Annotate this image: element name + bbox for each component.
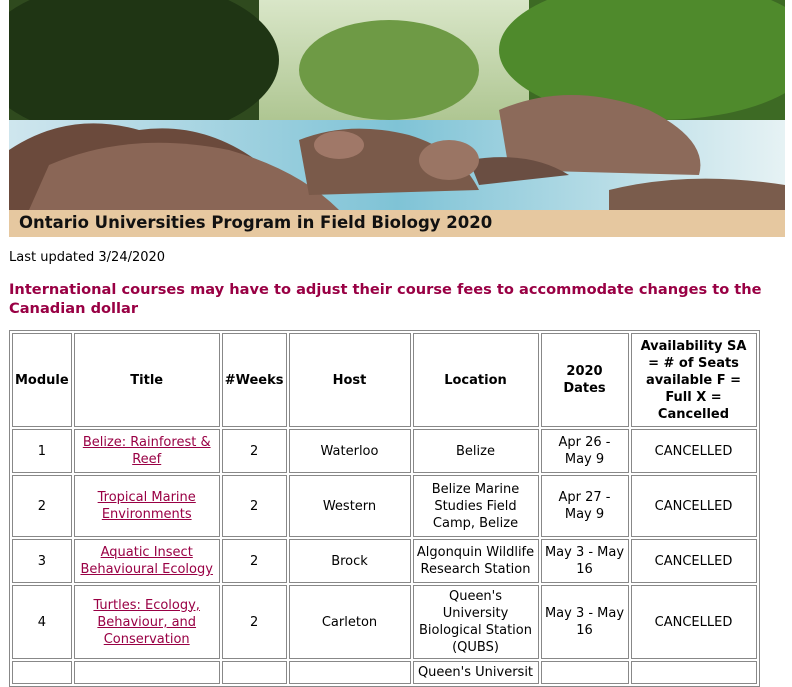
title-cell [74,661,220,684]
course-link[interactable]: Aquatic Insect Behavioural Ecology [80,545,213,577]
header-module: Module [12,333,72,427]
dates-cell [541,661,629,684]
availability-cell: CANCELLED [631,539,757,583]
table-row [12,539,757,583]
table-header-row [12,333,757,427]
weeks-cell: 2 [222,539,287,583]
host-cell [289,661,411,684]
host-cell: Western [289,475,411,537]
availability-cell: CANCELLED [631,585,757,659]
weeks-cell: 2 [222,585,287,659]
location-cell: Belize Marine Studies Field Camp, Belize [413,475,539,537]
dates-cell: May 3 - May 16 [541,585,629,659]
header-location: Location [413,333,539,427]
weeks-cell: 2 [222,475,287,537]
header-availability: Availability SA = # of Seats available F = Full X = Cancelled [631,333,757,427]
last-updated: Last updated 3/24/2020 [9,250,166,265]
page-title-bar [9,210,785,237]
weeks-cell [222,661,287,684]
currency-notice: International courses may have to adjust their course fees to accommodate changes to the Canadian dollar [9,281,762,317]
river-landscape-image [9,0,785,210]
table-row [12,475,757,537]
weeks-cell: 2 [222,429,287,473]
module-cell: 3 [12,539,72,583]
location-cell: Belize [413,429,539,473]
module-cell: 2 [12,475,72,537]
table-row [12,585,757,659]
course-link[interactable]: Belize: Rainforest & Reef [82,435,211,467]
header-host: Host [289,333,411,427]
module-cell [12,661,72,684]
course-link[interactable]: Tropical Marine Environments [97,490,196,522]
availability-cell: CANCELLED [631,475,757,537]
location-cell: Queen's University Biological Station (QUBS) [413,585,539,659]
availability-cell [631,661,757,684]
courses-table [9,330,760,687]
header-dates: 2020 Dates [541,333,629,427]
module-cell: 4 [12,585,72,659]
table-row [12,429,757,473]
availability-cell: CANCELLED [631,429,757,473]
dates-cell: Apr 26 - May 9 [541,429,629,473]
title-cell [74,475,220,537]
host-cell: Carleton [289,585,411,659]
page-title: Ontario Universities Program in Field Biology 2020 [19,213,493,232]
course-link[interactable]: Turtles: Ecology, Behaviour, and Conservation [93,597,200,647]
dates-cell: May 3 - May 16 [541,539,629,583]
location-cell: Algonquin Wildlife Research Station [413,539,539,583]
header-weeks: #Weeks [222,333,287,427]
header-title: Title [74,333,220,427]
banner-photo [9,0,785,210]
title-cell [74,585,220,659]
title-cell [74,539,220,583]
location-cell: Queen's Universit [413,661,539,684]
host-cell: Brock [289,539,411,583]
module-cell: 1 [12,429,72,473]
table-row [12,661,757,684]
title-cell [74,429,220,473]
dates-cell: Apr 27 - May 9 [541,475,629,537]
host-cell: Waterloo [289,429,411,473]
